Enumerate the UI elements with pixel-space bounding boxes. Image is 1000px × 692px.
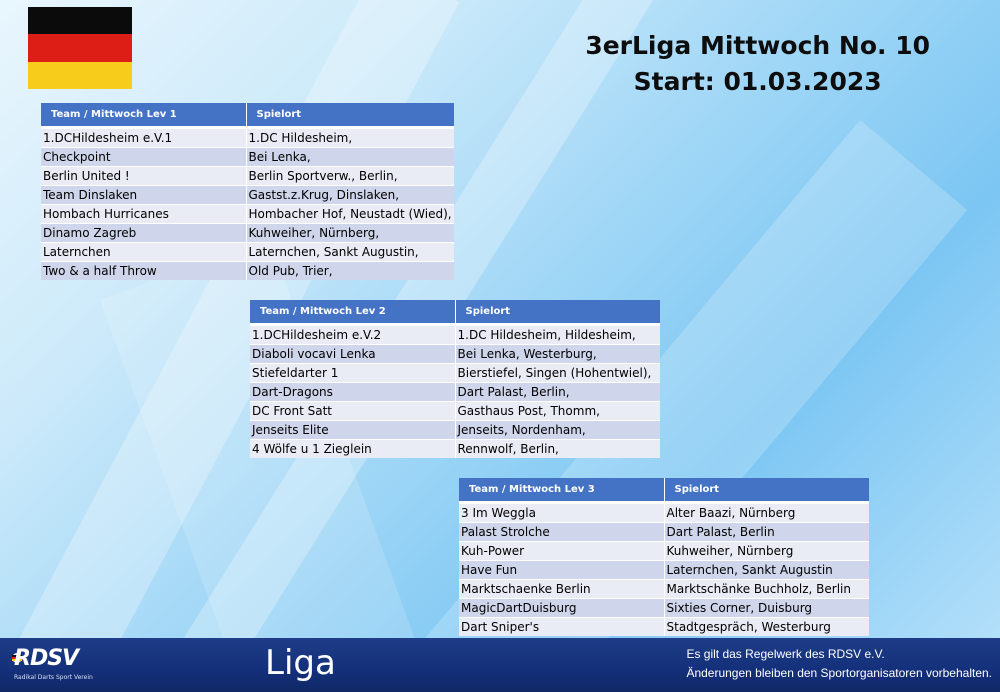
table-row xyxy=(250,383,660,402)
spielort-cell: 1.DC Hildesheim, xyxy=(246,129,454,148)
team-cell: Checkpoint xyxy=(41,148,246,167)
column-header-spielort: Spielort xyxy=(455,300,660,323)
spielort-cell: Bei Lenka, Westerburg, xyxy=(455,345,660,364)
table-header-row xyxy=(41,103,454,126)
spielort-cell: Gasthaus Post, Thomm, xyxy=(455,402,660,421)
spielort-cell: Laternchen, Sankt Augustin xyxy=(664,561,869,580)
page-title xyxy=(585,28,930,100)
germany-flag xyxy=(28,7,132,89)
team-cell: 3 Im Weggla xyxy=(459,504,664,523)
column-header-spielort: Spielort xyxy=(664,478,869,501)
spielort-cell: Dart Palast, Berlin, xyxy=(455,383,660,402)
spielort-cell: Jenseits, Nordenham, xyxy=(455,421,660,440)
team-cell: Team Dinslaken xyxy=(41,186,246,205)
team-cell: DC Front Satt xyxy=(250,402,455,421)
team-cell: Stiefeldarter 1 xyxy=(250,364,455,383)
table-row xyxy=(459,618,869,637)
team-cell: Laternchen xyxy=(41,243,246,262)
rules-line2: Änderungen bleiben den Sportorganisatoren vorbehalten. xyxy=(686,666,992,680)
team-cell: 1.DCHildesheim e.V.1 xyxy=(41,129,246,148)
footer-bar xyxy=(0,638,1000,692)
table-row xyxy=(41,148,454,167)
spielort-cell: 1.DC Hildesheim, Hildesheim, xyxy=(455,326,660,345)
team-cell: Dart-Dragons xyxy=(250,383,455,402)
spielort-cell: Bei Lenka, xyxy=(246,148,454,167)
column-header-team: Team / Mittwoch Lev 2 xyxy=(250,300,455,323)
spielort-cell: Stadtgespräch, Westerburg xyxy=(664,618,869,637)
team-cell: Hombach Hurricanes xyxy=(41,205,246,224)
rdsv-logo-text: RDSV xyxy=(14,646,79,671)
team-cell: Two & a half Throw xyxy=(41,262,246,281)
team-cell: Diaboli vocavi Lenka xyxy=(250,345,455,364)
league-table-lev1 xyxy=(41,103,454,280)
team-cell: Berlin United ! xyxy=(41,167,246,186)
rdsv-logo-subtext: Radikal Darts Sport Verein xyxy=(14,674,93,681)
team-cell: Marktschaenke Berlin xyxy=(459,580,664,599)
column-header-spielort: Spielort xyxy=(246,103,454,126)
team-cell: Dart Sniper's xyxy=(459,618,664,637)
table-row xyxy=(459,599,869,618)
spielort-cell: Berlin Sportverw., Berlin, xyxy=(246,167,454,186)
table-row xyxy=(41,224,454,243)
table-row xyxy=(250,402,660,421)
team-cell: Kuh-Power xyxy=(459,542,664,561)
league-table-lev2 xyxy=(250,300,660,458)
table-row xyxy=(250,421,660,440)
table-row xyxy=(41,262,454,281)
table-row xyxy=(41,243,454,262)
table-header-row xyxy=(459,478,869,501)
spielort-cell: Alter Baazi, Nürnberg xyxy=(664,504,869,523)
league-table-lev3 xyxy=(459,478,869,636)
table-row xyxy=(459,523,869,542)
liga-label: Liga xyxy=(265,643,336,683)
team-cell: MagicDartDuisburg xyxy=(459,599,664,618)
spielort-cell: Hombacher Hof, Neustadt (Wied), xyxy=(246,205,454,224)
team-cell: Jenseits Elite xyxy=(250,421,455,440)
spielort-cell: Rennwolf, Berlin, xyxy=(455,440,660,459)
spielort-cell: Dart Palast, Berlin xyxy=(664,523,869,542)
table-row xyxy=(459,561,869,580)
table-row xyxy=(250,326,660,345)
table-row xyxy=(459,580,869,599)
column-header-team: Team / Mittwoch Lev 3 xyxy=(459,478,664,501)
table-row xyxy=(41,205,454,224)
flag-stripe-gold xyxy=(28,62,132,89)
team-cell: 4 Wölfe u 1 Zieglein xyxy=(250,440,455,459)
spielort-cell: Marktschänke Buchholz, Berlin xyxy=(664,580,869,599)
rules-line1: Es gilt das Regelwerk des RDSV e.V. xyxy=(686,647,885,661)
table-header-row xyxy=(250,300,660,323)
table-row xyxy=(459,504,869,523)
spielort-cell: Old Pub, Trier, xyxy=(246,262,454,281)
table-row xyxy=(250,440,660,459)
spielort-cell: Kuhweiher, Nürnberg, xyxy=(246,224,454,243)
title-line2: Start: 01.03.2023 xyxy=(633,67,882,96)
team-cell: 1.DCHildesheim e.V.2 xyxy=(250,326,455,345)
team-cell: Dinamo Zagreb xyxy=(41,224,246,243)
team-cell: Have Fun xyxy=(459,561,664,580)
table-row xyxy=(250,345,660,364)
spielort-cell: Sixties Corner, Duisburg xyxy=(664,599,869,618)
title-line1: 3erLiga Mittwoch No. 10 xyxy=(585,31,930,60)
table-row xyxy=(41,186,454,205)
flag-stripe-red xyxy=(28,34,132,61)
spielort-cell: Laternchen, Sankt Augustin, xyxy=(246,243,454,262)
table-row xyxy=(41,167,454,186)
column-header-team: Team / Mittwoch Lev 1 xyxy=(41,103,246,126)
spielort-cell: Kuhweiher, Nürnberg xyxy=(664,542,869,561)
table-row xyxy=(459,542,869,561)
spielort-cell: Gastst.z.Krug, Dinslaken, xyxy=(246,186,454,205)
team-cell: Palast Strolche xyxy=(459,523,664,542)
table-row xyxy=(250,364,660,383)
rules-notice xyxy=(686,645,992,683)
flag-stripe-black xyxy=(28,7,132,34)
table-row xyxy=(41,129,454,148)
spielort-cell: Bierstiefel, Singen (Hohentwiel), xyxy=(455,364,660,383)
